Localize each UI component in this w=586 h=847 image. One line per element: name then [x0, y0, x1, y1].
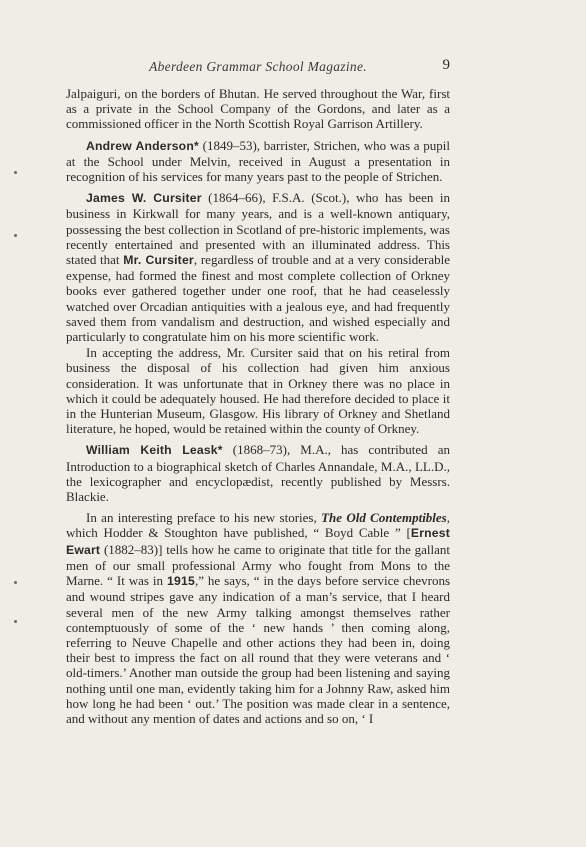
- paragraph-text: ,” he says, “ in the days before service chevrons and wound stripes gave any indication of a man’s service, that I heard several men of the new Army talking amongst themselves rather contemptuously of some of the ‘ new hands ’ then coming along, referring to Neuve Chapelle and other actions they had been in, doing their best to impress the fact on all round that they were veterans and ‘ old-timers.’ Another man outside the group had been listening and saying nothing until one man, evidently taking him for a Johnny Raw, asked him how long he had been ‘ out.’ The position was made clear in a sentence, and without any mention of dates and actions and so on, ‘ I: [66, 573, 451, 726]
- book-title: The Old Contemptibles: [321, 510, 447, 526]
- paragraph-text: Jalpaiguri, on the borders of Bhutan. He served throughout the War, first as a private in the School Company of the Gordons, and later as a commissioned officer in the North Scottish Royal Garrison Artillery.: [66, 86, 450, 132]
- running-title: Aberdeen Grammar School Magazine.: [149, 59, 367, 74]
- paragraph-text: , regardless of trouble and at a very considerable expense, had formed the finest and most complete collection of Orkney books ever gathered together under one roof, that he had ceaselessly watched over Orcadian antiquities with a jealous eye, and had frequently saved them from vandalism and destruction, and wished especially and particularly to congratulate him on his more scientific work.: [66, 252, 450, 345]
- page-header: [66, 59, 450, 79]
- paragraph-text: In accepting the address, Mr. Cursiter said that on his retiral from business the disposal of his collection had given him anxious consideration. It was unfortunate that in Orkney there was no place in which it could be adequately housed. He had therefore decided to place it in the Hunterian Museum, Glasgow. His library of Orkney and Shetland literature, he hoped, would be retained within the county of Orkney.: [66, 345, 450, 437]
- article-body: [66, 86, 450, 732]
- paragraph-anderson: [66, 138, 450, 185]
- margin-dot: [14, 581, 17, 584]
- paragraph-cursiter-reply: [66, 345, 450, 436]
- paragraph-cursiter: [66, 190, 450, 344]
- person-name: Ernest Ewart: [66, 526, 450, 557]
- person-name: Mr. Cursiter: [123, 253, 194, 268]
- page-number: 9: [442, 57, 450, 73]
- person-name: William Keith Leask*: [86, 443, 223, 458]
- paragraph-text: (1849–53), barrister, Strichen, who was a pupil at the School under Melvin, received in August a presentation in recognition of his services for many years past to the people of Strichen.: [66, 137, 450, 185]
- paragraph-text: (1882–83)] tells how he came to originate that title for the gallant men of our small professional Army who fought from Mons to the Marne. “ It was in: [66, 541, 450, 589]
- paragraph-old-contemptibles: [66, 510, 450, 726]
- paragraph-text: (1864–66), F.S.A. (Scot.), who has been in business in Kirkwall for many years, and is a well-known antiquary, possessing the best collection in Scotland of pre-historic implements, was recently entertained and presented with an illuminated address. This stated that: [66, 190, 450, 268]
- margin-dot: [14, 620, 17, 623]
- paragraph-text: (1868–73), M.A., has contributed an Introduction to a biographical sketch of Charles Annandale, M.A., LL.D., the lexicographer and encyclopædist, recently published by Messrs. Blackie.: [66, 442, 450, 505]
- margin-dot: [14, 171, 17, 174]
- person-name: James W. Cursiter: [86, 191, 202, 206]
- margin-dot: [14, 234, 17, 237]
- person-name: Andrew Anderson*: [86, 138, 199, 153]
- year: 1915: [167, 574, 195, 589]
- paragraph-text: , which Hodder & Stoughton have published, “ Boyd Cable ” [: [66, 510, 450, 541]
- paragraph-leask: [66, 442, 450, 504]
- paragraph-continuation: [66, 86, 450, 132]
- paragraph-text: In an interesting preface to his new stories,: [86, 510, 322, 526]
